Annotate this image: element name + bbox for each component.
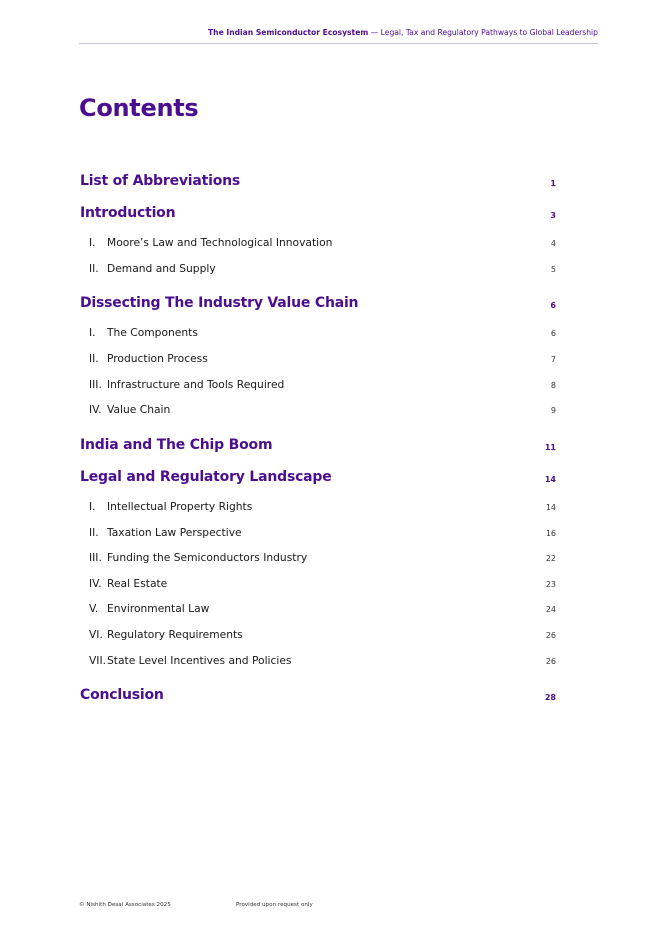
toc-subsection-title: The Components [107,326,198,339]
toc-section-title: List of Abbreviations [80,173,241,189]
toc-subsection-number: V. [89,602,99,615]
toc-subsection-entry[interactable] [80,548,556,564]
toc-subsection-title: Real Estate [107,577,168,590]
toc-section-title: Conclusion [80,687,164,703]
toc-subsection-entry[interactable] [80,599,556,615]
toc-section-entry[interactable] [80,687,556,703]
toc-subsection-title: State Level Incentives and Policies [107,654,292,667]
toc-section-entry[interactable] [80,205,556,221]
toc-section-entry[interactable] [80,469,556,485]
toc-subsection-title: Value Chain [107,403,171,416]
header-divider [79,43,598,44]
toc-page-number: 7 [550,355,556,364]
toc-page-number: 26 [545,631,556,640]
page-title: Contents [79,94,199,122]
toc-subsection-number: II. [89,526,99,539]
toc-subsection-entry[interactable] [80,651,556,667]
toc-subsection-number: VI. [89,628,103,641]
toc-subsection-title: Infrastructure and Tools Required [107,378,285,391]
toc-page-number: 23 [545,580,556,589]
toc-page-number: 22 [545,554,556,563]
toc-section-title: Legal and Regulatory Landscape [80,469,332,485]
toc-page-number: 3 [550,211,556,220]
toc-subsection-title: Intellectual Property Rights [107,500,253,513]
toc-page-number: 11 [544,443,556,452]
toc-subsection-title: Moore’s Law and Technological Innovation [107,236,333,249]
toc-section-entry[interactable] [80,173,556,189]
toc-subsection-entry[interactable] [80,625,556,641]
toc-subsection-number: I. [89,500,96,513]
toc-subsection-title: Funding the Semiconductors Industry [107,551,308,564]
toc-page-number: 4 [550,239,556,248]
toc-page-number: 28 [544,693,556,702]
toc-subsection-number: IV. [89,577,102,590]
toc-section-title: India and The Chip Boom [80,437,273,453]
toc-page-number: 16 [545,529,556,538]
toc-page-number: 14 [545,503,556,512]
toc-page-number: 8 [550,381,556,390]
footer-copyright: © Nishith Desai Associates 2025 [79,902,171,908]
toc-subsection-title: Taxation Law Perspective [107,526,242,539]
running-header [79,28,598,37]
toc-subsection-entry[interactable] [80,375,556,391]
toc-page-number: 1 [550,179,556,188]
toc-page-number: 24 [545,605,556,614]
toc-subsection-entry[interactable] [80,259,556,275]
toc-page-number: 5 [550,265,556,274]
toc-subsection-number: VII. [89,654,107,667]
toc-section-title: Introduction [80,205,176,221]
toc-subsection-number: I. [89,326,96,339]
toc-subsection-entry[interactable] [80,323,556,339]
toc-page-number: 9 [550,406,556,415]
toc-subsection-title: Demand and Supply [107,262,216,275]
toc-subsection-entry[interactable] [80,523,556,539]
toc-page-number: 26 [545,657,556,666]
header-title-rest: — Legal, Tax and Regulatory Pathways to Global Leadership [368,28,598,37]
toc-section-entry[interactable] [80,295,556,311]
toc-subsection-title: Environmental Law [107,602,210,615]
toc-subsection-number: II. [89,352,99,365]
toc-subsection-entry[interactable] [80,497,556,513]
toc-subsection-number: II. [89,262,99,275]
header-title-bold: The Indian Semiconductor Ecosystem [208,28,369,37]
toc-subsection-number: I. [89,236,96,249]
toc-subsection-number: IV. [89,403,102,416]
footer-note: Provided upon request only [236,902,313,908]
toc-subsection-number: III. [89,551,102,564]
toc-section-title: Dissecting The Industry Value Chain [80,295,359,311]
toc-page-number: 6 [550,329,556,338]
toc-subsection-entry[interactable] [80,574,556,590]
toc-subsection-title: Production Process [107,352,208,365]
toc-subsection-number: III. [89,378,102,391]
toc-subsection-entry[interactable] [80,233,556,249]
toc-page-number: 14 [544,475,556,484]
toc-subsection-entry[interactable] [80,349,556,365]
toc-subsection-title: Regulatory Requirements [107,628,243,641]
toc-subsection-entry[interactable] [80,400,556,416]
toc-page-number: 6 [550,301,556,310]
toc-section-entry[interactable] [80,437,556,453]
